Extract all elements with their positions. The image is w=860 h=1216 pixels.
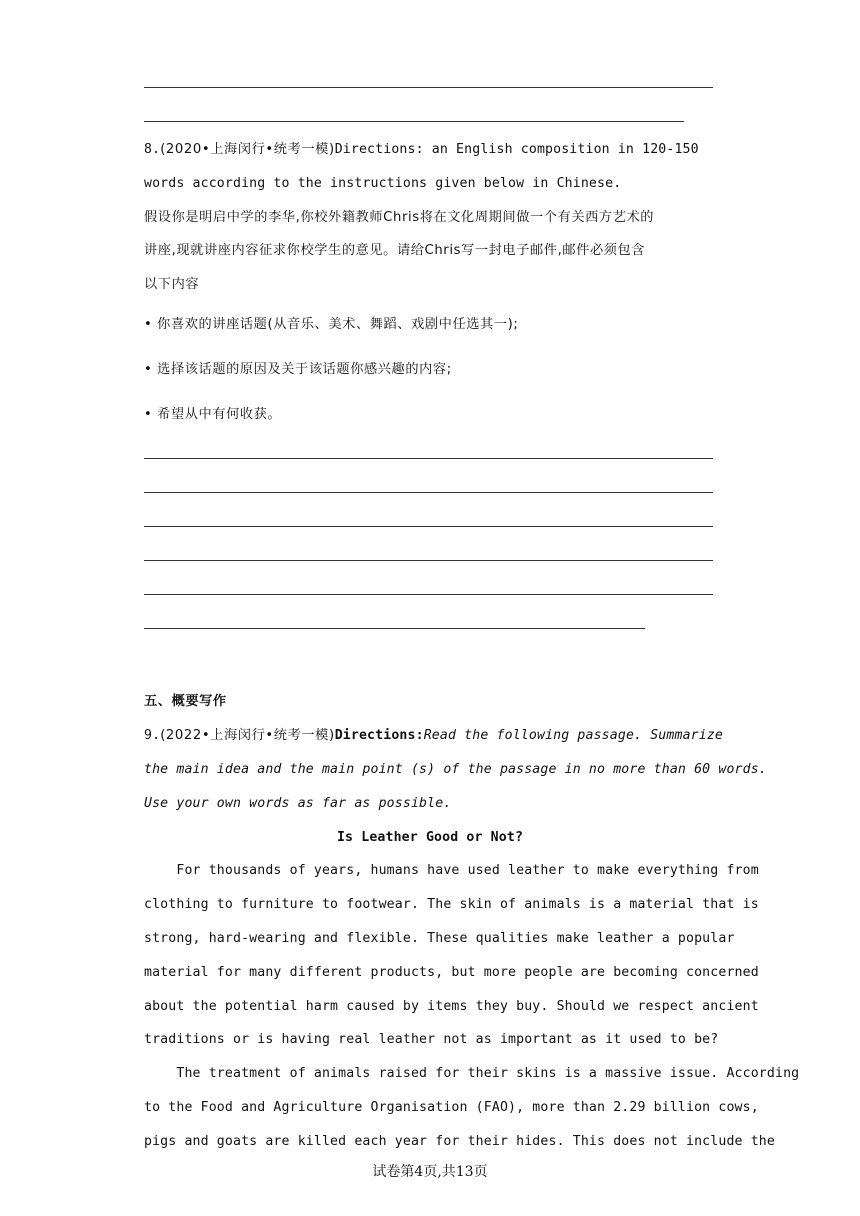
page-footer: 试卷第4页,共13页 — [372, 1164, 488, 1180]
q8-cn-line-3: 以下内容 — [144, 277, 200, 292]
q8-line-1 — [144, 141, 699, 159]
q9-directions-line-2: the main idea and the main point (s) of the passage in no more than 60 words. — [144, 762, 767, 777]
q8-bullet: • 希望从中有何收获。 — [144, 407, 282, 422]
q9-directions-label: Directions: — [334, 728, 424, 743]
section-heading: 五、概要写作 — [144, 694, 227, 709]
answer-line — [144, 560, 713, 561]
answer-line — [144, 594, 713, 595]
answer-line — [144, 526, 713, 527]
answer-line — [144, 628, 645, 629]
q8-line-2: words according to the instructions given below in Chinese. — [144, 176, 622, 191]
passage-line: traditions or is having real leather not as important as it used to be? — [144, 1032, 719, 1047]
passage-line: clothing to furniture to footwear. The skin of animals is a material that is — [144, 897, 759, 912]
passage-title: Is Leather Good or Not? — [336, 830, 524, 845]
q8-source: (2020•上海闵行•统考一模) — [160, 142, 335, 157]
q9-line-1 — [144, 727, 723, 745]
q8-number: 8. — [144, 142, 161, 157]
q8-bullet: • 选择该话题的原因及关于该话题你感兴趣的内容; — [144, 362, 452, 377]
q9-directions-line-3: Use your own words as far as possible. — [144, 796, 452, 811]
answer-line — [144, 121, 684, 122]
q8-cn-line-1: 假设你是明启中学的李华,你校外籍教师Chris将在文化周期间做一个有关西方艺术的 — [144, 210, 655, 225]
passage-line: The treatment of animals raised for their skins is a massive issue. According — [144, 1066, 800, 1081]
q8-cn-line-2: 讲座,现就讲座内容征求你校学生的意见。请给Chris写一封电子邮件,邮件必须包含 — [144, 243, 646, 258]
answer-line — [144, 458, 713, 459]
passage-line: pigs and goats are killed each year for their hides. This does not include the — [144, 1134, 775, 1149]
q8-bullet: • 你喜欢的讲座话题(从音乐、美术、舞蹈、戏剧中任选其一); — [144, 317, 519, 332]
passage-line: strong, hard-wearing and flexible. These qualities make leather a popular — [144, 931, 735, 946]
passage-line: For thousands of years, humans have used leather to make everything from — [144, 863, 759, 878]
passage-line: material for many different products, but more people are becoming concerned — [144, 965, 759, 980]
q9-source: (2022•上海闵行•统考一模) — [160, 728, 335, 743]
passage-line: to the Food and Agriculture Organisation (FAO), more than 2.29 billion cows, — [144, 1100, 759, 1115]
answer-line — [144, 492, 713, 493]
q9-directions: Read the following passage. Summarize — [423, 728, 724, 743]
q9-number: 9. — [144, 728, 161, 743]
passage-line: about the potential harm caused by items they buy. Should we respect ancient — [144, 999, 759, 1014]
q8-directions: Directions: an English composition in 120-150 — [334, 142, 699, 157]
answer-line — [144, 87, 713, 88]
